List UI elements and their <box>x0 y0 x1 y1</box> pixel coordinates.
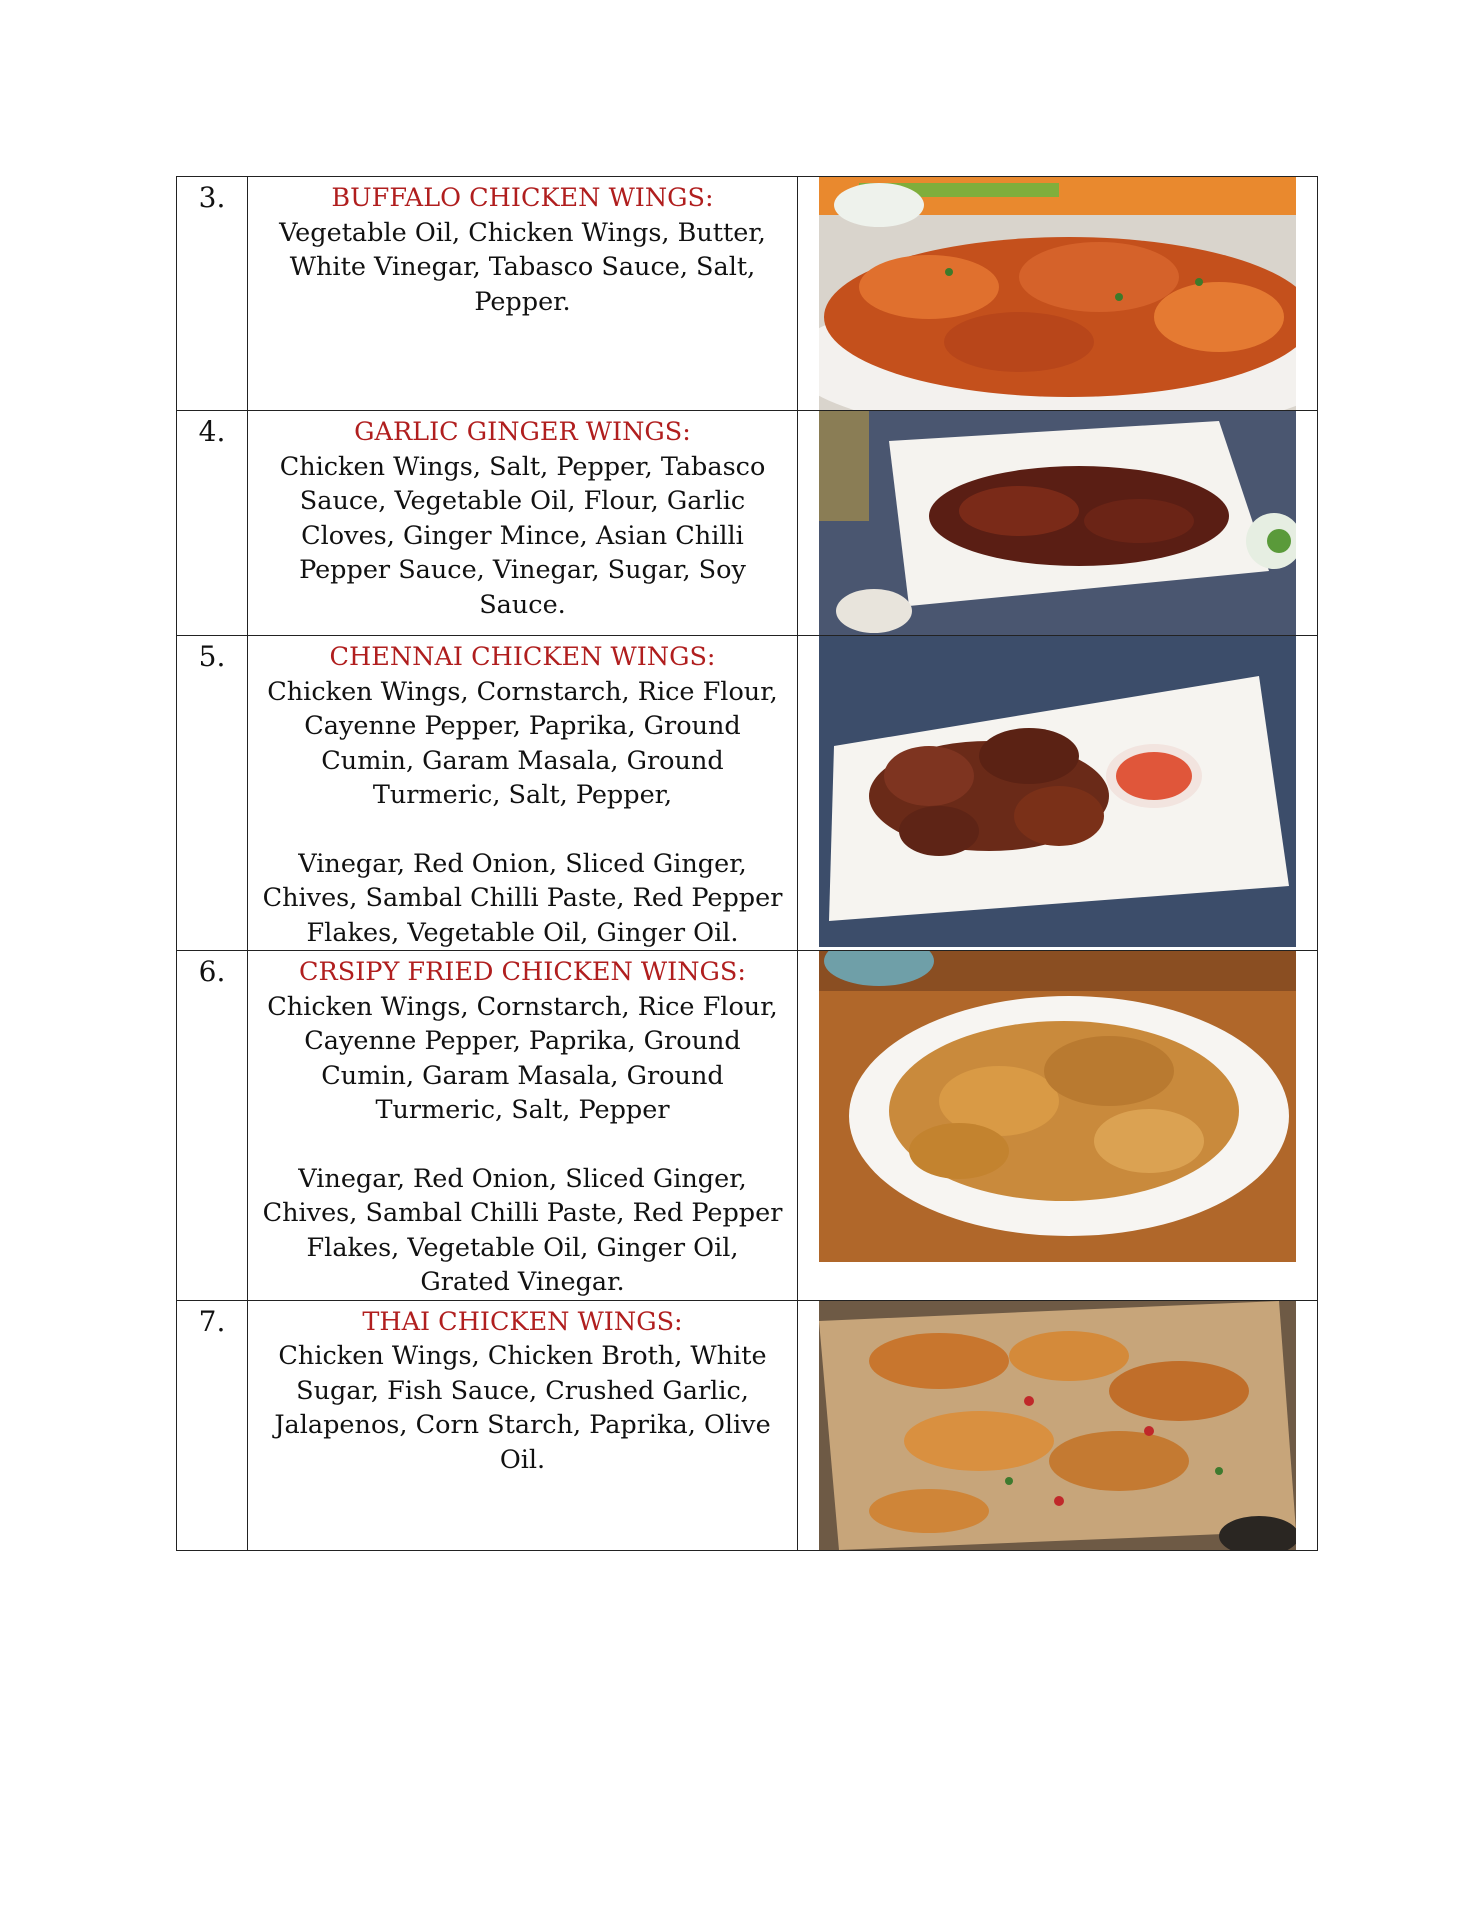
recipe-text-cell <box>248 636 798 951</box>
recipe-number: 5. <box>177 636 248 951</box>
recipe-ingredients: Vegetable Oil, Chicken Wings, Butter, White Vinegar, Tabasco Sauce, Salt, Pepper. <box>279 217 766 317</box>
recipe-image-cell <box>798 951 1318 1301</box>
thai-wings-photo <box>819 1301 1296 1550</box>
recipe-ingredients: Vinegar, Red Onion, Sliced Ginger, Chives, Sambal Chilli Paste, Red Pepper Flakes, Vegetable Oil, Ginger Oil, Grated Vinegar. <box>262 1163 783 1297</box>
recipe-number: 4. <box>177 411 248 636</box>
recipe-image-cell <box>798 177 1318 411</box>
recipe-ingredients: Vinegar, Red Onion, Sliced Ginger, Chives, Sambal Chilli Paste, Red Pepper Flakes, Vegetable Oil, Ginger Oil. <box>262 848 783 948</box>
recipe-table <box>176 176 1318 1551</box>
recipe-image-cell <box>798 636 1318 951</box>
recipe-title: CHENNAI CHICKEN WINGS: <box>329 642 716 672</box>
chennai-wings-photo <box>819 636 1296 947</box>
recipe-title: CRSIPY FRIED CHICKEN WINGS: <box>299 957 746 987</box>
recipe-row <box>177 177 1318 411</box>
recipe-text-cell <box>248 177 798 411</box>
recipe-title: BUFFALO CHICKEN WINGS: <box>331 183 714 213</box>
recipe-title: GARLIC GINGER WINGS: <box>354 417 691 447</box>
recipe-number: 6. <box>177 951 248 1301</box>
recipe-ingredients: Chicken Wings, Cornstarch, Rice Flour, Cayenne Pepper, Paprika, Ground Cumin, Garam Masala, Ground Turmeric, Salt, Pepper <box>267 991 778 1125</box>
recipe-row <box>177 1300 1318 1550</box>
garlic-ginger-wings-photo <box>819 411 1296 635</box>
recipe-number: 7. <box>177 1300 248 1550</box>
buffalo-wings-photo <box>819 177 1296 410</box>
recipe-ingredients: Chicken Wings, Salt, Pepper, Tabasco Sauce, Vegetable Oil, Flour, Garlic Cloves, Ginger Mince, Asian Chilli Pepper Sauce, Vinegar, Sugar, Soy Sauce. <box>279 451 766 620</box>
recipe-title: THAI CHICKEN WINGS: <box>362 1306 683 1337</box>
recipe-ingredients: Chicken Wings, Chicken Broth, White Sugar, Fish Sauce, Crushed Garlic, Jalapenos, Corn Starch, Paprika, Olive Oil. <box>274 1341 771 1475</box>
recipe-text-cell <box>248 1300 798 1550</box>
recipe-ingredients: Chicken Wings, Cornstarch, Rice Flour, Cayenne Pepper, Paprika, Ground Cumin, Garam Masala, Ground Turmeric, Salt, Pepper, <box>267 676 778 810</box>
crispy-fried-wings-photo <box>819 951 1296 1262</box>
recipe-text-cell <box>248 411 798 636</box>
recipe-number: 3. <box>177 177 248 411</box>
recipe-text-cell <box>248 951 798 1301</box>
recipe-image-cell <box>798 411 1318 636</box>
recipe-row <box>177 411 1318 636</box>
recipe-image-cell <box>798 1300 1318 1550</box>
recipe-row <box>177 951 1318 1301</box>
recipe-row <box>177 636 1318 951</box>
